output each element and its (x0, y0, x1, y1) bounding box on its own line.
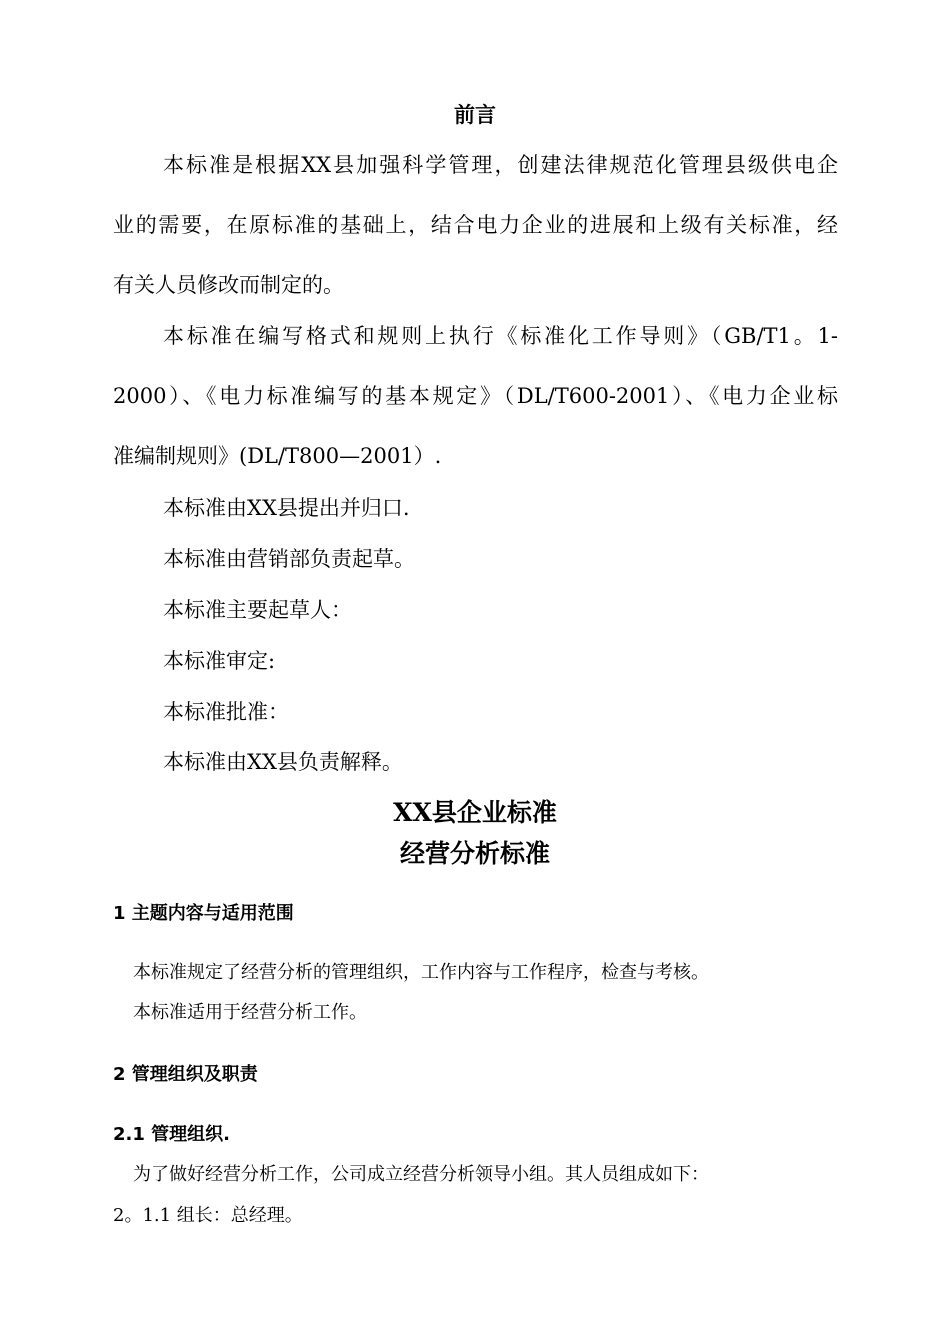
preface-para1-line1: 本标准是根据XX县加强科学管理，创建法律规范化管理县级供电企 (163, 153, 838, 177)
standard-title-line1: XX县企业标准 (393, 798, 557, 827)
section2-item: 2。1.1 组长：总经理。 (113, 1205, 303, 1226)
section2-sub-heading: 2.1 管理组织. (113, 1124, 230, 1145)
preface-para1-line2: 业的需要，在原标准的基础上，结合电力企业的进展和上级有关标准，经 (113, 213, 838, 237)
preface-line-approver: 本标准批准： (163, 700, 289, 724)
preface-line-reviewer: 本标准审定: (163, 649, 276, 673)
section2-heading: 2 管理组织及职责 (113, 1064, 258, 1085)
section2-sub-text: 为了做好经营分析工作，公司成立经营分析领导小组。其人员组成如下： (133, 1164, 709, 1185)
preface-para2-line2: 2000）、《电力标准编写的基本规定》（DL/T600-2001）、《电力企业标 (113, 384, 838, 408)
preface-line-drafter: 本标准由营销部负责起草。 (163, 547, 415, 571)
preface-heading: 前言 (454, 102, 496, 127)
section1-heading: 1 主题内容与适用范围 (113, 903, 294, 924)
preface-line-proposer: 本标准由XX县提出并归口. (163, 496, 410, 520)
section1-line2: 本标准适用于经营分析工作。 (133, 1002, 367, 1023)
preface-line-main-drafter: 本标准主要起草人： (163, 598, 352, 622)
preface-para2-line3: 准编制规则》(DL/T800—2001）. (113, 444, 442, 468)
preface-para2-line1: 本标准在编写格式和规则上执行《标准化工作导则》（GB/T1。1- (163, 324, 838, 348)
preface-para1-line3: 有关人员修改而制定的。 (113, 273, 344, 297)
preface-line-interpreter: 本标准由XX县负责解释。 (163, 750, 403, 774)
section1-line1: 本标准规定了经营分析的管理组织，工作内容与工作程序，检查与考核。 (133, 962, 709, 983)
standard-title-line2: 经营分析标准 (399, 839, 550, 868)
